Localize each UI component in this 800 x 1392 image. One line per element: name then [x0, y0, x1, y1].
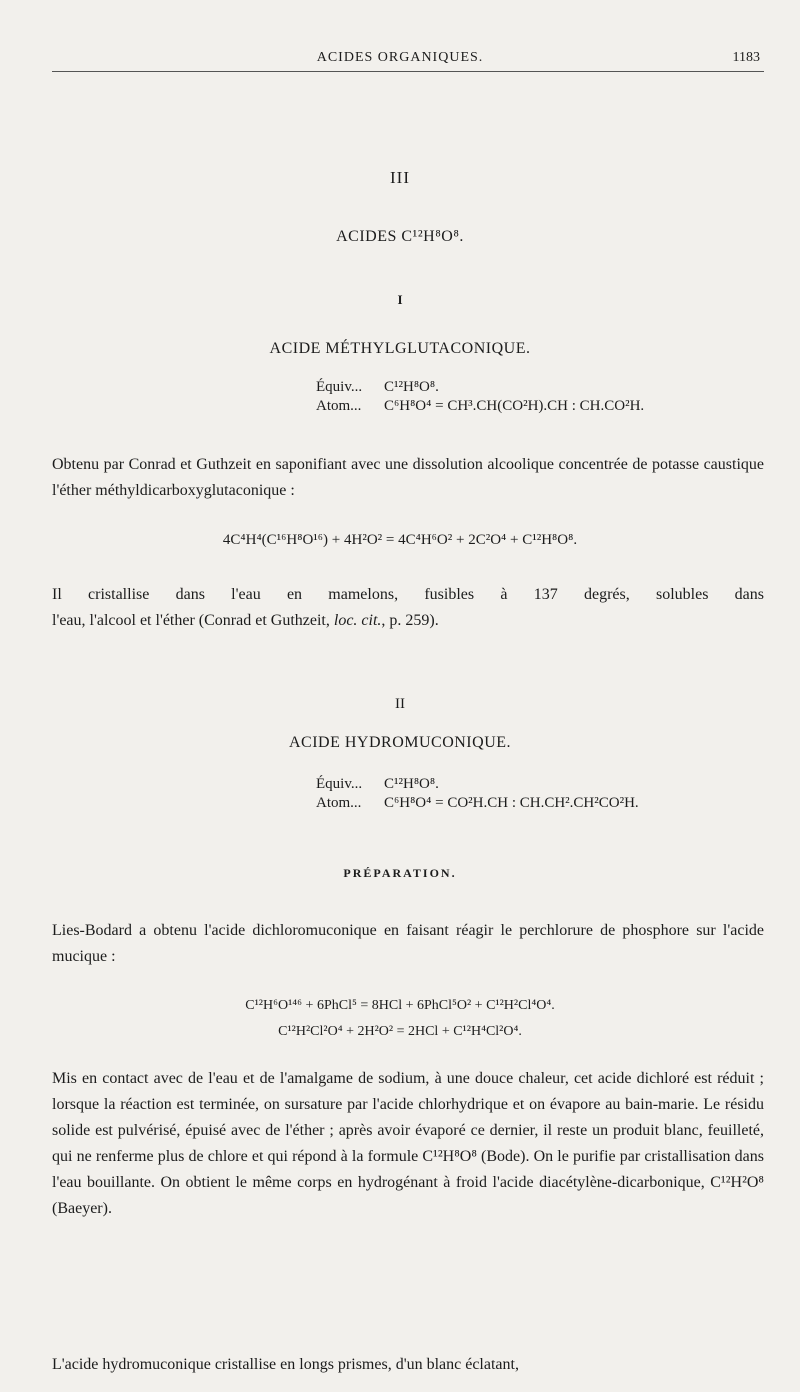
subsection-numeral-1: I	[397, 292, 403, 307]
atom-label-2: Atom...	[316, 795, 362, 811]
equation-saponification: 4C⁴H⁴(C¹⁶H⁸O¹⁶) + 4H²O² = 4C⁴H⁶O² + 2C²O⁴ + C¹²H⁸O⁸.	[222, 532, 578, 548]
line-text-end: , p. 259).	[381, 612, 439, 629]
running-head	[0, 46, 800, 72]
paragraph-hydromuconique: L'acide hydromuconique cristallise en longs prismes, d'un blanc éclatant,	[52, 1356, 519, 1373]
equiv-formula: C¹²H⁸O⁸.	[384, 379, 439, 395]
atom-formula-2: C⁶H⁸O⁴ = CO²H.CH : CH.CH².CH²CO²H.	[384, 795, 639, 811]
header-rule	[52, 71, 764, 72]
section-numeral: III	[390, 168, 410, 187]
loc-cit: loc. cit.	[333, 612, 382, 629]
page-number: 1183	[732, 50, 760, 65]
paragraph-conrad: Obtenu par Conrad et Guthzeit en saponifiant avec une dissolution alcoolique concentrée de potasse caustique l'éther méthyldicarboxyglutaconique :	[52, 456, 764, 499]
section-heading: ACIDES C¹²H⁸O⁸.	[336, 228, 464, 245]
paragraph-crystallise	[52, 582, 764, 634]
running-head-title: ACIDES ORGANIQUES.	[316, 50, 484, 65]
subsection-heading-1: ACIDE MÉTHYLGLUTACONIQUE.	[269, 340, 531, 357]
preparation-heading: PRÉPARATION.	[343, 866, 457, 880]
formula-block-1	[316, 378, 644, 416]
subsection-heading-2: ACIDE HYDROMUCONIQUE.	[288, 734, 512, 751]
equation-perchlorure-2: C¹²H²Cl²O⁴ + 2H²O² = 2HCl + C¹²H⁴Cl²O⁴.	[278, 1024, 522, 1039]
paragraph-reduction: Mis en contact avec de l'eau et de l'amalgame de sodium, à une douce chaleur, cet acide dichloré est réduit ; lorsque la réaction est terminée, on sursature par l'acide chlorhydrique et on évapore au bain-marie. Le résidu solide est pulvérisé, épuisé avec de l'éther ; après avoir évaporé ce dernier, il reste un produit blanc, feuilleté, qui ne renferme plus de chlore et qui répond à la formule C¹²H⁸O⁸ (Bode). On le purifie par cristallisation dans l'eau bouillante. On obtient le même corps en hydrogénant à froid l'acide diacétylène-dicarbonique, C¹²H²O⁸ (Baeyer).	[52, 1070, 764, 1217]
equation-perchlorure-1: C¹²H⁶O¹⁴⁶ + 6PhCl⁵ = 8HCl + 6PhCl⁵O² + C¹²H²Cl⁴O⁴.	[245, 998, 555, 1013]
paragraph-line-2	[52, 608, 764, 634]
equiv-label: Équiv...	[316, 379, 363, 395]
equiv-label-2: Équiv...	[316, 776, 363, 792]
paragraph-lies-bodard: Lies-Bodard a obtenu l'acide dichloromuconique en faisant réagir le perchlorure de phosphore sur l'acide mucique :	[52, 922, 764, 965]
line-text: l'eau, l'alcool et l'éther (Conrad et Guthzeit,	[52, 612, 334, 629]
paragraph-line-1: Il cristallise dans l'eau en mamelons, fusibles à 137 degrés, solubles dans	[52, 586, 764, 603]
subsection-numeral-2: II	[395, 696, 405, 712]
atom-label: Atom...	[316, 398, 362, 414]
atom-formula: C⁶H⁸O⁴ = CH³.CH(CO²H).CH : CH.CO²H.	[384, 398, 645, 414]
equiv-formula-2: C¹²H⁸O⁸.	[384, 776, 439, 792]
formula-block-2	[316, 775, 639, 813]
